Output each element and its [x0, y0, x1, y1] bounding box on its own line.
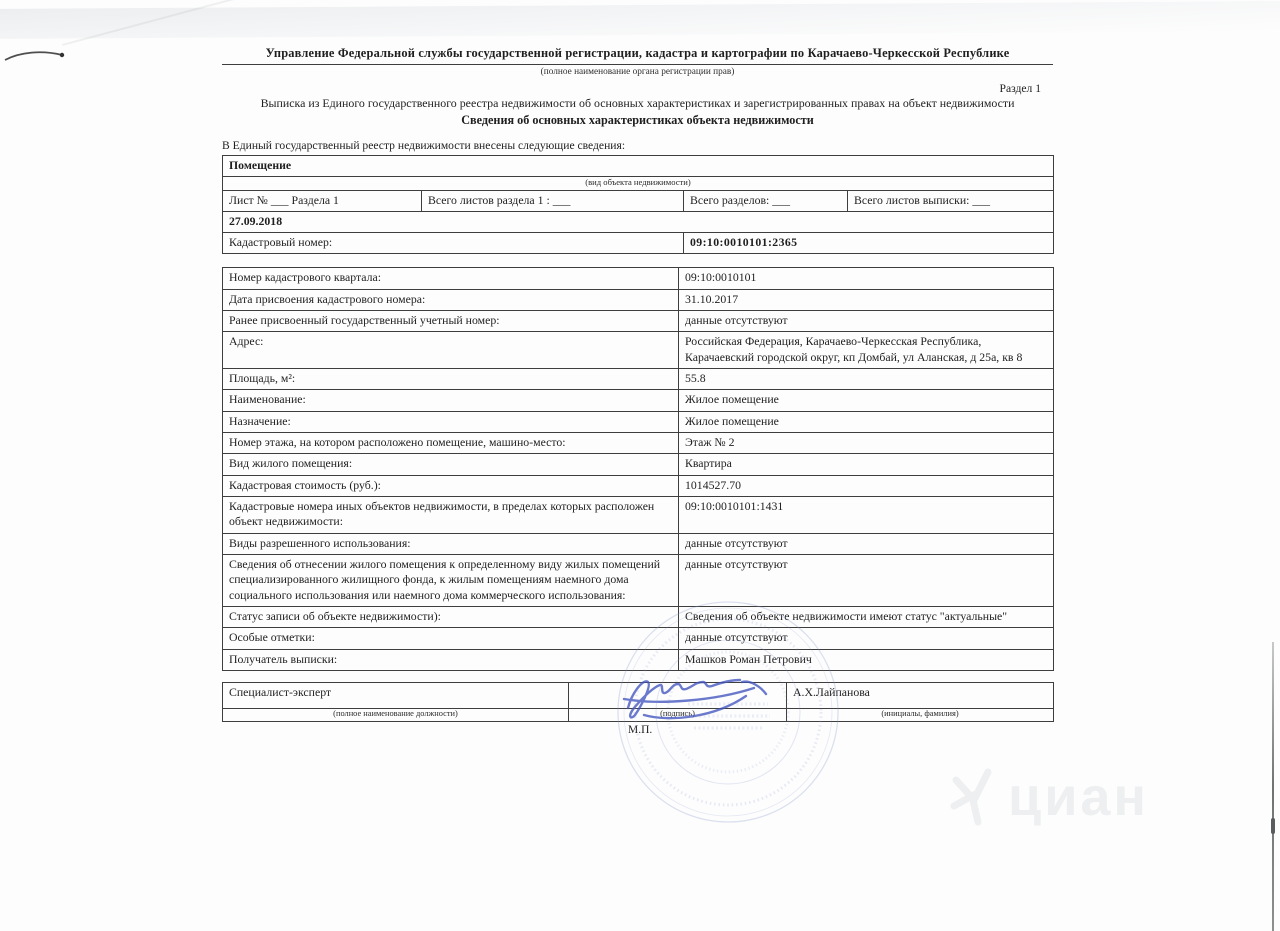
table-row [223, 369, 1054, 390]
table-row [223, 289, 1054, 310]
signer-name: А.Х.Лайпанова [787, 683, 1054, 709]
row-value: Квартира [679, 454, 1054, 475]
row-value: Жилое помещение [679, 411, 1054, 432]
row-label: Адрес: [223, 332, 679, 369]
signature-cell [569, 683, 787, 709]
paper-edge-line [1272, 642, 1274, 931]
row-value: 09:10:0010101:1431 [679, 497, 1054, 534]
object-type-caption: (вид объекта недвижимости) [223, 177, 1054, 190]
table-row [223, 411, 1054, 432]
table-row [223, 433, 1054, 454]
cadastral-number-row [223, 233, 1054, 254]
row-value: данные отсутствуют [679, 628, 1054, 649]
table-row [223, 311, 1054, 332]
row-label: Площадь, м²: [223, 369, 679, 390]
wire-tip [60, 53, 64, 57]
cadastral-number-value: 09:10:0010101:2365 [684, 233, 1054, 254]
org-name-caption: (полное наименование органа регистрации прав) [540, 67, 735, 77]
row-label: Вид жилого помещения: [223, 454, 679, 475]
row-label: Виды разрешенного использования: [223, 533, 679, 554]
cadastral-number-label: Кадастровый номер: [223, 233, 684, 254]
extract-date: 27.09.2018 [223, 211, 1054, 232]
intro-line: В Единый государственный реестр недвижимости внесены следующие сведения: [222, 139, 626, 152]
row-value: 09:10:0010101 [679, 268, 1054, 289]
row-value: 55.8 [679, 369, 1054, 390]
section-label: Раздел 1 [999, 82, 1041, 95]
signature-caption: (подпись) [569, 709, 787, 722]
row-value: Российская Федерация, Карачаево-Черкесская Республика, Карачаевский городской округ, кп Домбай, ул Аланская, д 25а, кв 8 [679, 332, 1054, 369]
seal-place-label: М.П. [628, 723, 653, 736]
table-row [223, 332, 1054, 369]
row-label: Номер кадастрового квартала: [223, 268, 679, 289]
signature-table [222, 682, 1054, 722]
row-value: данные отсутствуют [679, 555, 1054, 607]
cian-watermark-text: циан [1008, 767, 1150, 827]
details-table [222, 267, 1054, 671]
row-label: Наименование: [223, 390, 679, 411]
row-label: Статус записи об объекте недвижимости): [223, 607, 679, 628]
row-label: Дата присвоения кадастрового номера: [223, 289, 679, 310]
signature-captions-row [223, 709, 1054, 722]
table-row [223, 628, 1054, 649]
row-value: Жилое помещение [679, 390, 1054, 411]
table-row [223, 268, 1054, 289]
object-type-row [223, 156, 1054, 177]
row-label: Получатель выписки: [223, 649, 679, 670]
row-value: Машков Роман Петрович [679, 649, 1054, 670]
document-title: Выписка из Единого государственного реестра недвижимости об основных характеристиках и зарегистрированных правах на объект недвижимости [260, 96, 1015, 110]
cian-watermark [948, 766, 1149, 828]
row-label: Кадастровые номера иных объектов недвижимости, в пределах которых расположен объект недвижимости: [223, 497, 679, 534]
scan-wire-artifact [2, 46, 74, 66]
org-name: Управление Федеральной службы государственной регистрации, кадастра и картографии по Карачаево-Черкесской Республике [222, 46, 1053, 65]
name-caption: (инициалы, фамилия) [787, 709, 1054, 722]
sheet-number-cell: Лист № ___ Раздела 1 [223, 190, 422, 211]
sheet-row [223, 190, 1054, 211]
table-row [223, 649, 1054, 670]
row-value: 1014527.70 [679, 475, 1054, 496]
date-row [223, 211, 1054, 232]
sections-total-cell: Всего разделов: ___ [684, 190, 848, 211]
document-page [222, 46, 1053, 736]
signer-position: Специалист-эксперт [223, 683, 569, 709]
row-value: Сведения об объекте недвижимости имеют статус "актуальные" [679, 607, 1054, 628]
table-row [223, 454, 1054, 475]
row-value: Этаж № 2 [679, 433, 1054, 454]
row-value: данные отсутствуют [679, 311, 1054, 332]
signature-row [223, 683, 1054, 709]
row-label: Кадастровая стоимость (руб.): [223, 475, 679, 496]
row-value: данные отсутствуют [679, 533, 1054, 554]
table-row [223, 390, 1054, 411]
row-label: Особые отметки: [223, 628, 679, 649]
row-label: Сведения об отнесении жилого помещения к определенному виду жилых помещений специализированного жилищного фонда, к жилым помещениям наемного дома социального использования или наемного дома коммерческого использования: [223, 555, 679, 607]
row-label: Назначение: [223, 411, 679, 432]
row-value: 31.10.2017 [679, 289, 1054, 310]
table-row [223, 497, 1054, 534]
object-type-caption-row [223, 177, 1054, 190]
object-type: Помещение [223, 156, 1054, 177]
sheets-total-cell: Всего листов раздела 1 : ___ [422, 190, 684, 211]
row-label: Номер этажа, на котором расположено помещение, машино-место: [223, 433, 679, 454]
position-caption: (полное наименование должности) [223, 709, 569, 722]
row-label: Ранее присвоенный государственный учетный номер: [223, 311, 679, 332]
cian-logo-icon [948, 766, 994, 828]
document-subtitle: Сведения об основных характеристиках объекта недвижимости [461, 113, 814, 127]
table-row [223, 607, 1054, 628]
table-row [223, 475, 1054, 496]
signature-block [222, 682, 1053, 722]
paper-edge-blob [1271, 818, 1275, 834]
extract-sheets-cell: Всего листов выписки: ___ [848, 190, 1054, 211]
object-header-table [222, 155, 1054, 254]
table-row [223, 555, 1054, 607]
table-row [223, 533, 1054, 554]
